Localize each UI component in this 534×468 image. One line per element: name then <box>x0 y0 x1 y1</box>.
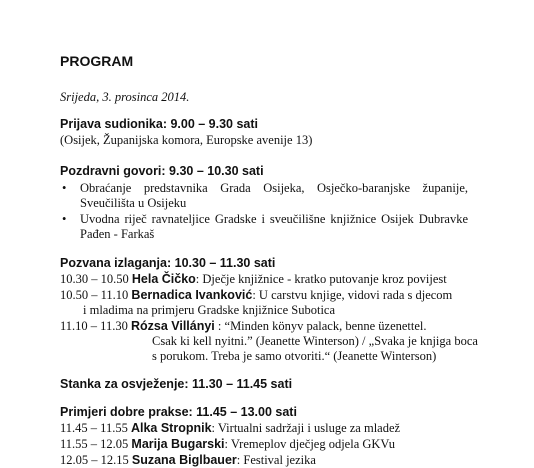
talk-speaker: Alka Stropnik <box>130 421 212 435</box>
greetings-title: Pozdravni govori: 9.30 – 10.30 sati <box>60 164 264 178</box>
talk-title: : Dječje knjižnice - kratko putovanje kroz povijest <box>195 272 447 286</box>
greeting-item-2: Uvodna riječ ravnateljice Gradske i sveučilišne knjižnice Osijek Dubravke <box>80 212 468 226</box>
talk-time: 11.55 – 12.05 <box>60 437 132 451</box>
talk-title: : Virtualni sadržaji i usluge za mladež <box>211 421 401 435</box>
invited-title: Pozvana izlaganja: 10.30 – 11.30 sati <box>60 256 276 270</box>
talk-speaker: Hela Čičko <box>131 272 196 286</box>
greeting-item-2-cont: Pađen - Farkaš <box>80 227 155 241</box>
talk-title: : Vremeplov dječjeg odjela GKVu <box>224 437 395 451</box>
talk-title: : “Minden könyv palack, benne üzenettel. <box>214 319 427 333</box>
bullet-1: • <box>62 181 67 195</box>
invited-talk-2-cont: i mladima na primjeru Gradske knjižnice Subotica <box>83 303 336 317</box>
invited-talk-1 <box>60 272 447 287</box>
talk-speaker: Suzana Biglbauer <box>131 453 237 467</box>
practice-talk-2 <box>60 437 395 452</box>
talk-time: 10.50 – 11.10 <box>60 288 132 302</box>
talk-time: 11.10 – 11.30 <box>60 319 131 333</box>
talk-speaker: Rózsa Villányi <box>130 319 215 333</box>
registration-location: (Osijek, Županijska komora, Europske avenije 13) <box>60 133 313 147</box>
event-date: Srijeda, 3. prosinca 2014. <box>60 90 190 104</box>
talk-time: 10.30 – 10.50 <box>60 272 132 286</box>
greeting-item-1-cont: Sveučilišta u Osijeku <box>80 196 187 210</box>
registration-title: Prijava sudionika: 9.00 – 9.30 sati <box>60 117 259 131</box>
practice-talk-3 <box>60 453 316 468</box>
talk-speaker: Bernadica Ivanković <box>131 288 253 302</box>
bullet-2: • <box>62 212 67 226</box>
break-title: Stanka za osvježenje: 11.30 – 11.45 sati <box>60 377 293 391</box>
program-heading: PROGRAM <box>60 53 134 69</box>
talk-time: 12.05 – 12.15 <box>60 453 132 467</box>
talk-time: 11.45 – 11.55 <box>60 421 131 435</box>
greeting-item-1: Obraćanje predstavnika Grada Osijeka, Osječko-baranjske županije, <box>80 181 468 195</box>
talk-title: : U carstvu knjige, vidovi rada s djecom <box>252 288 453 302</box>
invited-talk-2 <box>60 288 452 303</box>
practice-talk-1 <box>60 421 400 436</box>
talk-title: : Festival jezika <box>236 453 316 467</box>
talk-speaker: Marija Bugarski <box>131 437 225 451</box>
invited-talk-3-cont-1: Csak ki kell nyitni.” (Jeanette Winterson) / „Svaka je knjiga boca <box>152 334 478 348</box>
invited-talk-3-cont-2: s porukom. Treba je samo otvoriti.“ (Jeanette Winterson) <box>152 349 437 363</box>
practice-title: Primjeri dobre prakse: 11.45 – 13.00 sati <box>60 405 297 419</box>
invited-talk-3 <box>60 319 427 334</box>
